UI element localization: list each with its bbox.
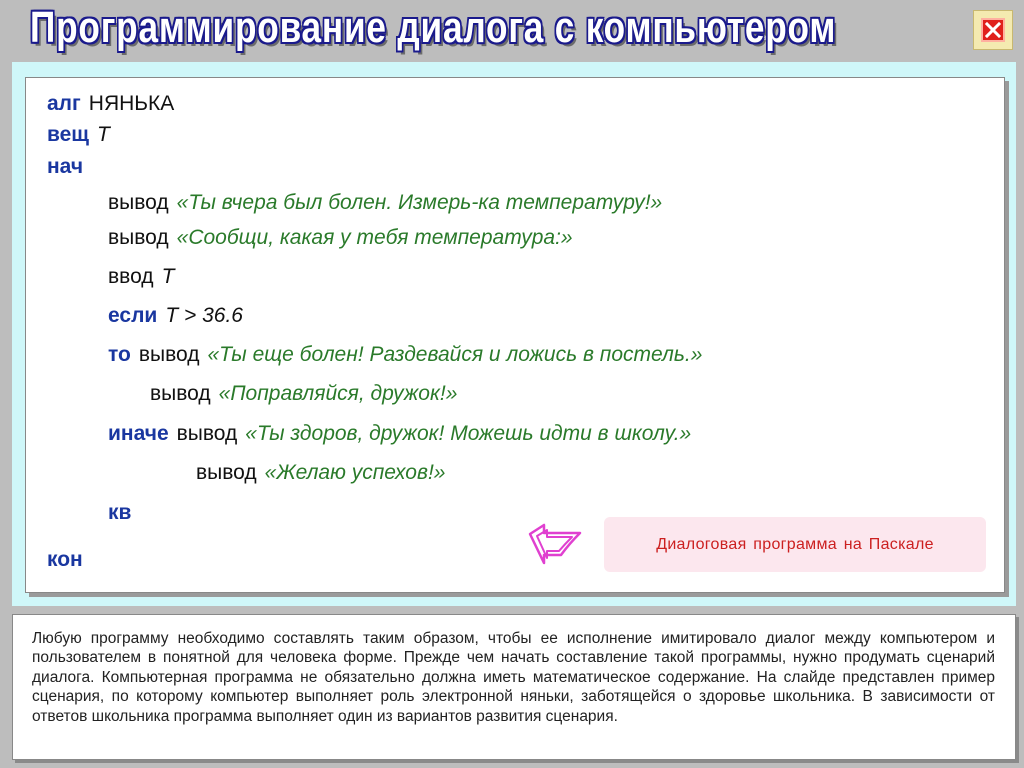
operator-output: вывод [176,422,238,445]
variable-t: T [161,265,175,288]
keyword-inache: иначе [108,422,169,445]
code-line-end-if [108,500,131,526]
code-line-alg [47,91,174,117]
code-line-then-output-2 [150,381,457,407]
double-arrow-right-icon[interactable] [527,521,583,572]
code-line-var-decl [47,122,110,148]
code-line-if [108,303,243,329]
operator-output: вывод [138,343,200,366]
string-literal: «Ты еще болен! Раздевайся и ложись в постель.» [207,343,703,366]
string-literal: «Поправляйся, дружок!» [218,382,458,405]
keyword-to: то [108,343,131,366]
operator-input: ввод [108,265,154,288]
close-icon [981,18,1005,42]
code-line-else [108,421,691,447]
string-literal: «Ты здоров, дружок! Можешь идти в школу.» [245,422,692,445]
operator-output: вывод [108,226,169,249]
keyword-vesch: вещ [47,123,90,146]
variable-t: T [97,123,110,146]
slide-title: Программирование диалога с компьютером [30,3,837,52]
operator-output: вывод [108,191,169,214]
keyword-kv: кв [108,501,132,524]
code-line-output-1 [108,190,662,216]
string-literal: «Желаю успехов!» [264,461,446,484]
keyword-nach: нач [47,155,84,178]
keyword-kon: кон [47,548,83,571]
algorithm-name: НЯНЬКА [88,92,175,115]
keyword-alg: алг [47,92,81,115]
description-text: Любую программу необходимо составлять таким образом, чтобы ее исполнение имитировало диалог между компьютером и пользователем в понятной для человека форме. Прежде чем начать составление такой программы, нужно продумать сценарий диалога. Компьютерная программа не обязательно должна иметь математическое содержание. На слайде представлен пример сценария, по которому компьютер выполняет роль электронной няньки, заботящейся о здоровье школьника. В зависимости от ответов школьника программа выполняет один из вариантов развития сценария. [12,614,1016,760]
string-literal: «Ты вчера был болен. Измерь-ка температуру!» [176,191,663,214]
condition: T > 36.6 [165,304,243,327]
code-line-else-output-2 [196,460,445,486]
pascal-program-link[interactable]: Диалоговая программа на Паскале [604,517,986,572]
operator-output: вывод [196,461,257,484]
code-line-then [108,342,702,368]
operator-output: вывод [150,382,211,405]
code-line-output-2 [108,225,573,251]
close-button[interactable] [973,10,1013,50]
code-line-end [47,547,83,573]
code-line-input [108,264,174,290]
keyword-esli: если [108,304,158,327]
program-code-panel [25,77,1005,593]
code-line-begin [47,154,83,180]
string-literal: «Сообщи, какая у тебя температура:» [176,226,573,249]
